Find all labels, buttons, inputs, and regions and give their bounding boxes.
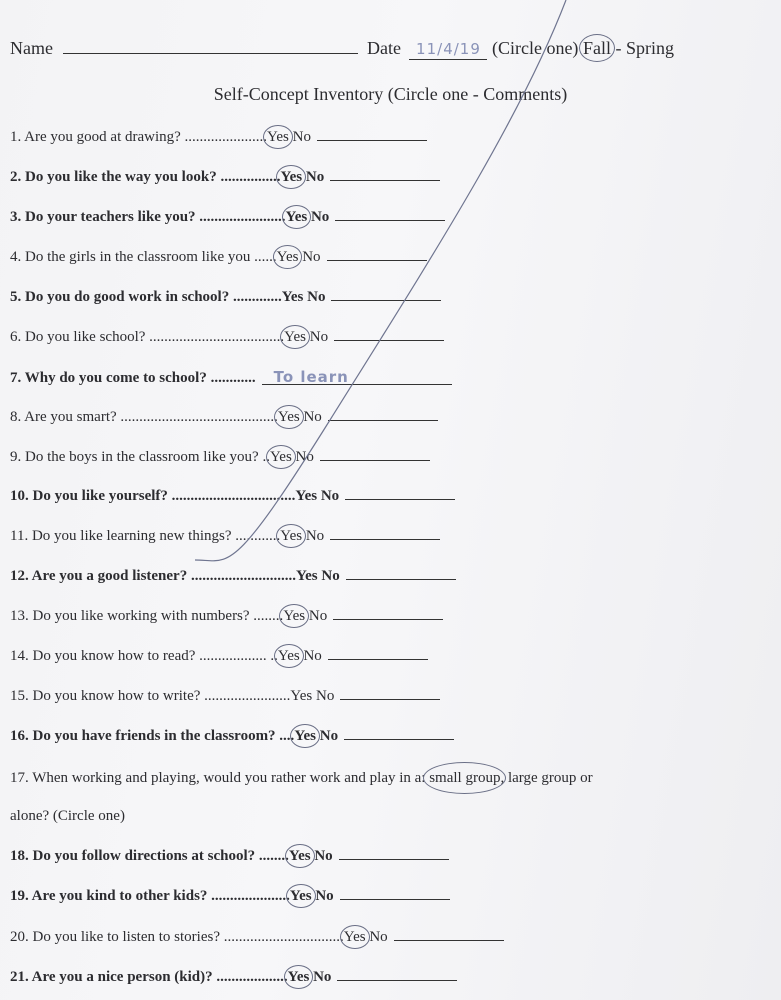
question-text: 16. Do you have friends in the classroom? .... (10, 728, 295, 744)
yes-option[interactable]: Yes (278, 409, 300, 425)
small-group-option[interactable]: small group (429, 770, 500, 786)
no-option[interactable]: No (299, 409, 322, 425)
no-option[interactable]: No (315, 728, 339, 744)
question-text: 6. Do you like school? .................................... (10, 329, 285, 345)
handwritten-answer: To learn (273, 368, 349, 386)
yes-option[interactable]: Yes (280, 169, 302, 185)
yes-option[interactable]: Yes (290, 688, 313, 704)
question-text: 21. Are you a nice person (kid)? ................... (10, 969, 288, 985)
yes-option[interactable]: Yes (270, 449, 292, 465)
no-option[interactable]: No (291, 449, 314, 465)
yes-option[interactable]: Yes (283, 608, 305, 624)
question-text: 20. Do you like to listen to stories? ................................ (10, 929, 344, 945)
no-option[interactable]: No (305, 329, 329, 345)
q17-text-rest: , large group or (500, 770, 593, 786)
yes-option[interactable]: Yes (294, 728, 316, 744)
no-option[interactable]: No (307, 209, 330, 225)
yes-option[interactable]: Yes (284, 329, 306, 345)
no-option[interactable]: No (365, 929, 388, 945)
no-option[interactable]: No (302, 169, 325, 185)
q17-text: 17. When working and playing, would you rather work and play in a: (10, 770, 430, 786)
yes-option[interactable]: Yes (280, 528, 302, 544)
question-text: 8. Are you smart? .......................................... (10, 409, 278, 425)
yes-option[interactable]: Yes (289, 848, 311, 864)
question-text: 2. Do you like the way you look? ................ (10, 169, 281, 185)
no-option[interactable]: No (299, 648, 322, 664)
yes-option[interactable]: Yes (295, 568, 318, 584)
no-option[interactable]: No (310, 848, 333, 864)
no-option[interactable]: No (305, 608, 328, 624)
question-text: 5. Do you do good work in school? ............. (10, 289, 282, 305)
circle-one-label: (Circle one) (491, 38, 579, 58)
no-option[interactable]: No (302, 528, 325, 544)
no-option[interactable]: No (317, 568, 340, 584)
date-label: Date (366, 38, 401, 58)
question-text: 15. Do you know how to write? ....................... (10, 688, 291, 704)
page-title: Self-Concept Inventory (Circle one - Comments) (213, 84, 568, 104)
question-text: 3. Do your teachers like you? ....................... (10, 209, 286, 225)
yes-option[interactable]: Yes (278, 648, 300, 664)
yes-option[interactable]: Yes (290, 888, 312, 904)
yes-option[interactable]: Yes (288, 969, 310, 985)
yes-option[interactable]: Yes (277, 249, 299, 265)
yes-option[interactable]: Yes (281, 289, 304, 305)
question-17-cont: alone? (Circle one) (10, 808, 125, 824)
question-text: 4. Do the girls in the classroom like you ...... (10, 249, 277, 265)
fall-option[interactable]: Fall (583, 38, 611, 58)
question-text: 14. Do you know how to read? .................. .. (10, 648, 278, 664)
question-text: 7. Why do you come to school? ............ (10, 370, 256, 386)
no-option[interactable]: No (309, 969, 332, 985)
no-option[interactable]: No (311, 888, 334, 904)
question-text: 11. Do you like learning new things? ............ (10, 528, 281, 544)
yes-option[interactable]: Yes (295, 488, 318, 504)
no-option[interactable]: No (288, 129, 311, 145)
question-text: 18. Do you follow directions at school? ........ (10, 848, 289, 864)
name-label: Name (10, 38, 53, 58)
yes-option[interactable]: Yes (286, 209, 308, 225)
question-text: 1. Are you good at drawing? ...................... (10, 129, 268, 145)
no-option[interactable]: No (312, 688, 335, 704)
yes-option[interactable]: Yes (344, 929, 366, 945)
no-option[interactable]: No (298, 249, 321, 265)
no-option[interactable]: No (303, 289, 326, 305)
question-text: 19. Are you kind to other kids? ..................... (10, 888, 290, 904)
question-text: 12. Are you a good listener? ............................ (10, 568, 296, 584)
question-text: 13. Do you like working with numbers? ........ (10, 608, 284, 624)
no-option[interactable]: No (317, 488, 340, 504)
yes-option[interactable]: Yes (267, 129, 289, 145)
question-text: 9. Do the boys in the classroom like you? .. (10, 449, 270, 465)
date-value: 11/4/19 (416, 40, 481, 58)
spring-option[interactable]: - Spring (615, 38, 674, 58)
question-text: 10. Do you like yourself? ................................. (10, 488, 296, 504)
